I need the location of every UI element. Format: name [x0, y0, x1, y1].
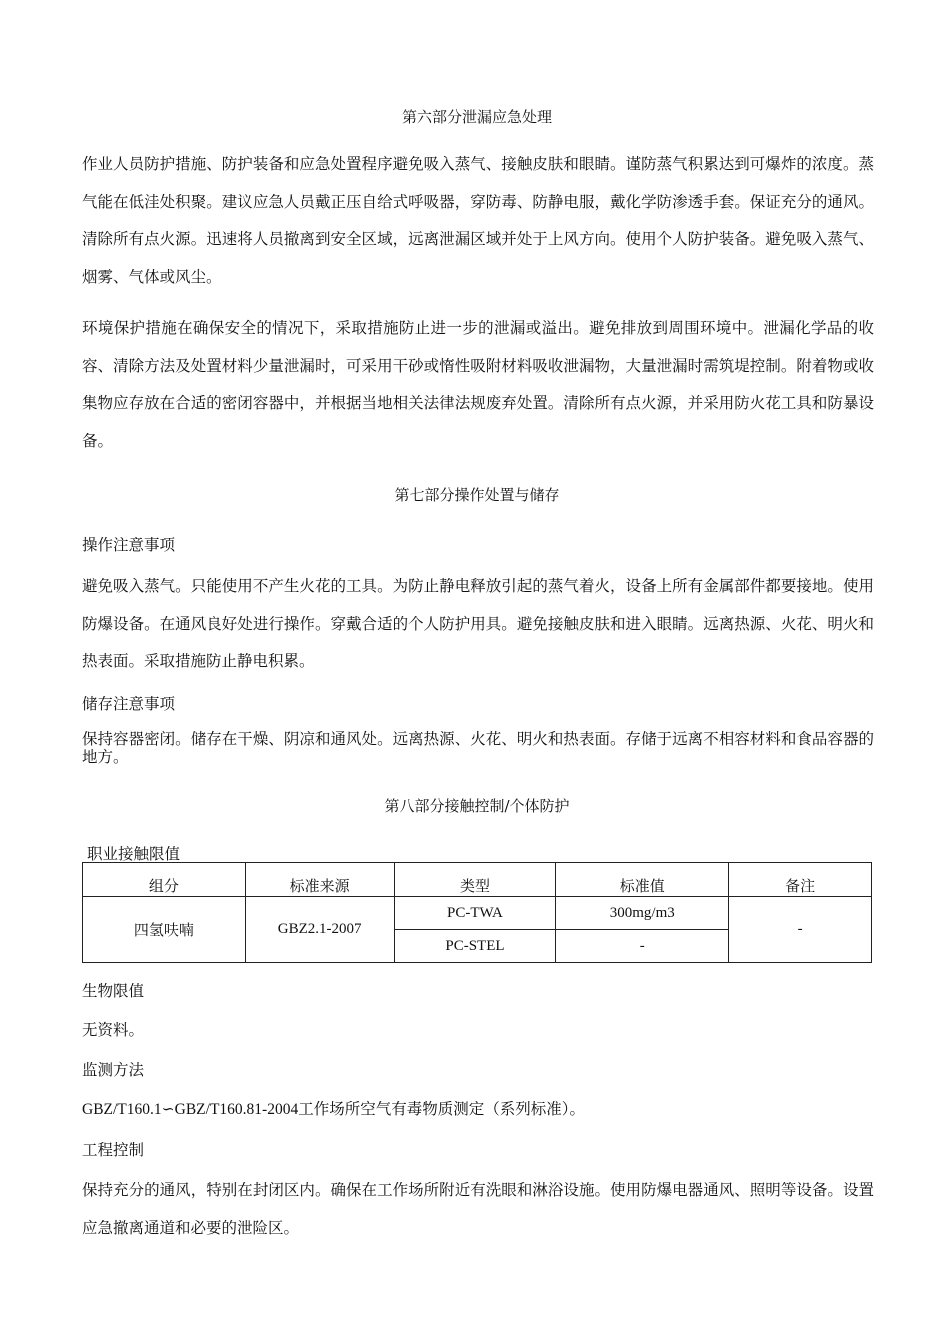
header-component: 组分	[83, 863, 246, 897]
section6-personal-protection-paragraph: 作业人员防护措施、防护装备和应急处置程序避免吸入蒸气、接触皮肤和眼睛。谨防蒸气积累达到可爆炸的浓度。蒸气能在低洼处积聚。建议应急人员戴正压自给式呼吸器，穿防毒、防静电服，戴化学防渗透手套。保证充分的通风。清除所有点火源。迅速将人员撤离到安全区域，远离泄漏区域并处于上风方向。使用个人防护装备。避免吸入蒸气、烟雾、气体或风尘。	[82, 155, 874, 287]
section6-environment-paragraph: 环境保护措施在确保安全的情况下，采取措施防止进一步的泄漏或溢出。避免排放到周围环境中。泄漏化学品的收容、清除方法及处置材料少量泄漏时，可采用干砂或惰性吸附材料吸收泄漏物，大量泄漏时需筑堤控制。附着物或收集物应存放在合适的密闭容器中，并根据当地相关法律法规废弃处置。清除所有点火源，并采用防火花工具和防暴设备。	[82, 319, 874, 451]
storage-label: 储存注意事项	[82, 695, 176, 713]
section7-title: 第七部分操作处置与储存	[394, 486, 560, 504]
handling-paragraph: 避免吸入蒸气。只能使用不产生火花的工具。为防止静电释放引起的蒸气着火，设备上所有金属部件都要接地。使用防爆设备。在通风良好处进行操作。穿戴合适的个人防护用具。避免接触皮肤和进入眼睛。远离热源、火花、明火和热表面。采取措施防止静电积累。	[82, 577, 874, 671]
handling-label: 操作注意事项	[82, 536, 176, 554]
bio-limit-label: 生物限值	[82, 982, 145, 1000]
engineering-paragraph: 保持充分的通风，特别在封闭区内。确保在工作场所附近有洗眼和淋浴设施。使用防爆电器通风、照明等设备。设置应急撤离通道和必要的泄险区。	[82, 1181, 874, 1237]
header-value: 标准值	[556, 863, 729, 897]
cell-source: GBZ2.1-2007	[245, 897, 394, 963]
header-remark: 备注	[729, 863, 872, 897]
cell-type: PC-TWA	[394, 897, 556, 930]
storage-paragraph: 保持容器密闭。储存在干燥、阴凉和通风处。远离热源、火花、明火和热表面。存储于远离不相容材料和食品容器的地方。	[82, 730, 874, 766]
table-row	[83, 897, 872, 930]
exposure-limit-table	[82, 862, 872, 963]
table-header-row	[83, 863, 872, 897]
section6-title: 第六部分泄漏应急处理	[401, 108, 552, 126]
cell-component: 四氢呋喃	[83, 897, 246, 963]
monitor-label: 监测方法	[82, 1061, 145, 1079]
oel-label: 职业接触限值	[87, 845, 181, 863]
monitor-text: GBZ/T160.1∽GBZ/T160.81-2004工作场所空气有毒物质测定（系列标准）。	[82, 1101, 585, 1118]
cell-remark: -	[729, 897, 872, 963]
section8-title: 第八部分接触控制/个体防护	[384, 797, 570, 815]
header-type: 类型	[394, 863, 556, 897]
cell-value: 300mg/m3	[556, 897, 729, 930]
cell-value: -	[556, 930, 729, 963]
header-source: 标准来源	[245, 863, 394, 897]
cell-type: PC-STEL	[394, 930, 556, 963]
bio-limit-text: 无资料。	[82, 1021, 145, 1039]
engineering-label: 工程控制	[82, 1141, 145, 1159]
